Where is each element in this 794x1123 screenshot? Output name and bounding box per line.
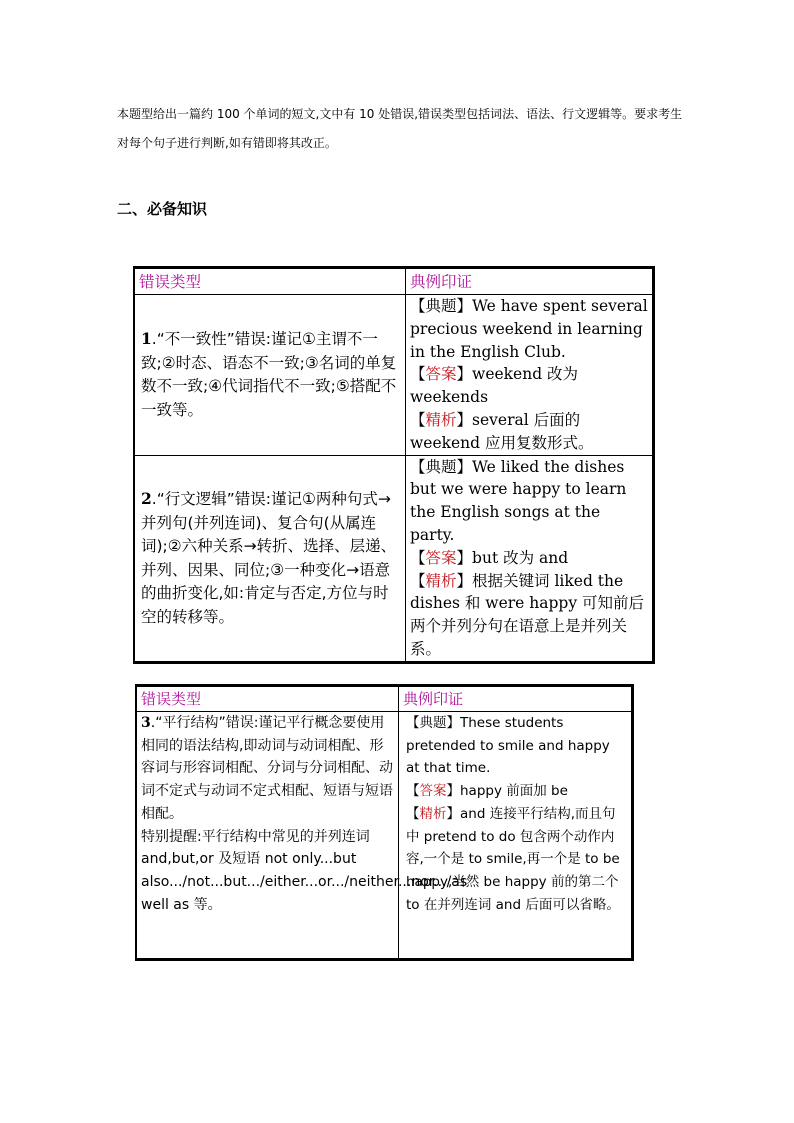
- header-error-type: 错误类型: [134, 268, 406, 295]
- example-tag: 【典题】: [410, 297, 473, 315]
- knowledge-table-2: [135, 684, 634, 961]
- knowledge-table-1: [133, 266, 655, 664]
- example-cell: [406, 295, 654, 456]
- answer-text: weekend 改为 weekends: [410, 365, 579, 407]
- tip-text: 特别提醒:平行结构中常见的并列连词 and,but,or 及短语 not only...but also.../not...but.../either...or.../neither...nor.../as well as 等。: [141, 828, 468, 913]
- bracket-close: 】: [456, 571, 473, 590]
- analysis-line: [410, 409, 648, 455]
- example-line: [410, 295, 648, 363]
- bracket-close: 】: [456, 548, 473, 567]
- row-number: 1: [141, 329, 152, 349]
- analysis-label: 精析: [419, 805, 447, 822]
- analysis-line: [406, 803, 627, 917]
- example-tag: 【典题】: [410, 457, 473, 476]
- row-number: 3: [141, 715, 151, 731]
- bracket-close: 】: [446, 805, 460, 822]
- header-error-type: 错误类型: [136, 686, 399, 712]
- answer-label: 答案: [419, 783, 447, 800]
- answer-label: 答案: [425, 548, 457, 567]
- bracket-close: 】: [446, 783, 460, 800]
- bracket-open: 【: [410, 571, 426, 590]
- table-row: [134, 295, 654, 456]
- answer-line: [410, 547, 648, 570]
- analysis-label: 精析: [425, 571, 457, 590]
- analysis-text: and 连接平行结构,而且句中 pretend to do 包含两个动作内容,一个是 to smile,再一个是 to be happy,当然 be happy 前的第二个 to 在并列连词 and 后面可以省略。: [406, 805, 620, 913]
- answer-label: 答案: [425, 365, 457, 384]
- header-example: 典例印证: [406, 268, 654, 295]
- error-type-line: [141, 712, 394, 826]
- section-heading: 二、必备知识: [117, 200, 208, 218]
- answer-line: [410, 363, 648, 409]
- bracket-open: 【: [406, 805, 420, 822]
- table-header-row: [136, 686, 633, 712]
- example-text: These students pretended to smile and happy at that time.: [406, 715, 610, 777]
- example-text: We liked the dishes but we were happy to learn the English songs at the party.: [410, 457, 627, 544]
- table-row: [136, 712, 633, 960]
- table-row: [134, 455, 654, 662]
- row-number: 2: [141, 489, 152, 509]
- bracket-open: 【: [410, 548, 426, 567]
- error-type-text: .“行文逻辑”错误:谨记①两种句式→并列句(并列连词)、复合句(从属连词);②六种关系→转折、选择、层递、并列、因果、同位;③一种变化→语意的曲折变化,如:肯定与否定,方位与时空的转移等。: [141, 490, 397, 626]
- error-type-text: .“平行结构”错误:谨记平行概念要使用相同的语法结构,即动词与动词相配、形容词与形容词相配、分词与分词相配、动词不定式与动词不定式相配、短语与短语相配。: [141, 715, 393, 822]
- bracket-open: 【: [410, 410, 426, 429]
- error-type-text: .“不一致性”错误:谨记①主谓不一致;②时态、语态不一致;③名词的单复数不一致;④代词指代不一致;⑤搭配不一致等。: [141, 330, 397, 419]
- bracket-close: 】: [456, 365, 473, 384]
- example-cell: [399, 712, 633, 960]
- answer-line: [406, 780, 627, 803]
- example-cell: [406, 455, 654, 662]
- analysis-text: several 后面的 weekend 应用复数形式。: [410, 410, 594, 452]
- analysis-line: [410, 570, 648, 661]
- intro-paragraph: 本题型给出一篇约 100 个单词的短文,文中有 10 处错误,错误类型包括词法、语法、行文逻辑等。要求考生对每个句子进行判断,如有错即将其改正。: [117, 107, 683, 150]
- example-tag: 【典题】: [406, 715, 460, 731]
- bracket-open: 【: [410, 365, 426, 384]
- analysis-text: 根据关键词 liked the dishes 和 were happy 可知前后两个并列分句在语意上是并列关系。: [410, 571, 644, 658]
- example-text: We have spent several precious weekend in learning in the English Club.: [410, 297, 648, 361]
- error-type-cell: [134, 455, 406, 662]
- header-example: 典例印证: [399, 686, 633, 712]
- answer-text: but 改为 and: [472, 548, 569, 567]
- answer-text: happy 前面加 be: [460, 783, 568, 800]
- bracket-open: 【: [406, 783, 420, 800]
- table-header-row: [134, 268, 654, 295]
- example-line: [410, 456, 648, 547]
- example-line: [406, 712, 627, 780]
- analysis-label: 精析: [425, 410, 457, 429]
- error-type-cell: [134, 295, 406, 456]
- bracket-close: 】: [456, 410, 473, 429]
